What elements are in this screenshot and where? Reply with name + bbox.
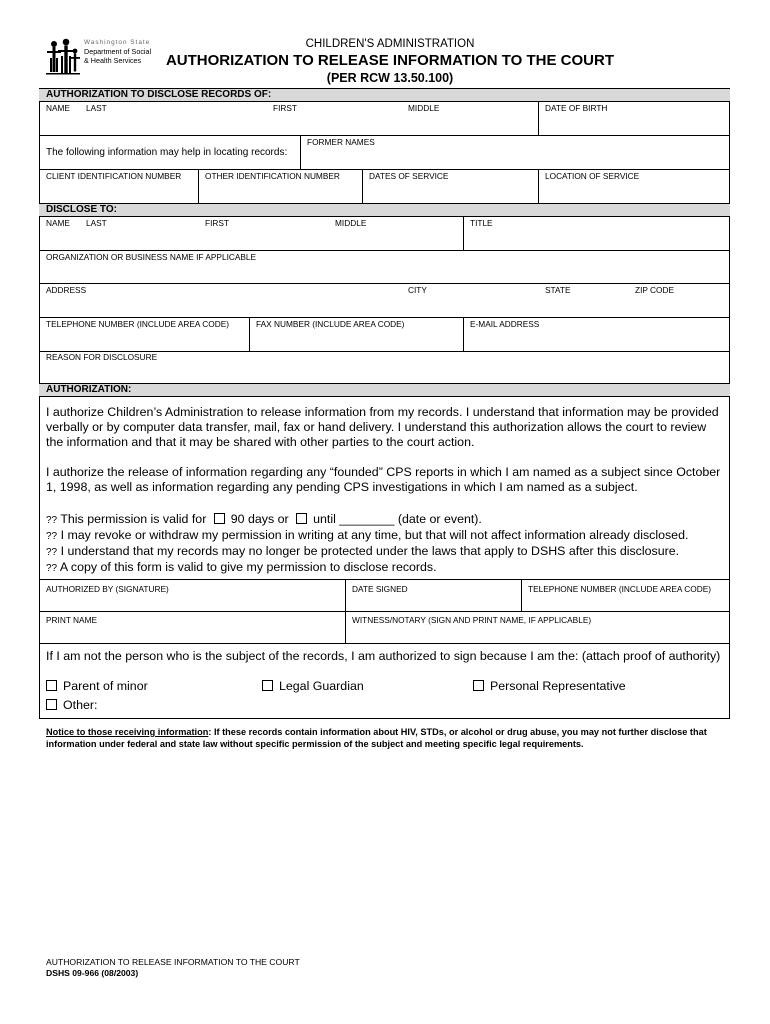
signature-field[interactable] (40, 580, 344, 610)
s2-fax-field[interactable] (250, 318, 462, 350)
copy-valid-line: ?? A copy of this form is valid to give my permission to disclose records. (46, 560, 437, 574)
s2-state-label: STATE (545, 285, 571, 295)
s2-name-field[interactable] (40, 217, 462, 249)
legal-guardian-option[interactable]: Legal Guardian (262, 679, 462, 694)
s1-name-label: NAME (46, 103, 70, 113)
s1-other-id-label: OTHER IDENTIFICATION NUMBER (205, 171, 340, 181)
bullet-mark: ?? (46, 563, 58, 574)
s1-location-service-field[interactable] (539, 170, 729, 202)
s2-email-field[interactable] (464, 318, 729, 350)
notice-label: Notice to those receiving information (46, 727, 209, 737)
s1-client-id-label: CLIENT IDENTIFICATION NUMBER (46, 171, 182, 181)
legal-guardian-checkbox[interactable] (262, 680, 273, 691)
footer-form-number: DSHS 09-966 (08/2003) (46, 968, 139, 978)
ninety-days-checkbox[interactable] (214, 513, 225, 524)
other-checkbox[interactable] (46, 699, 57, 710)
s2-org-label: ORGANIZATION OR BUSINESS NAME IF APPLICABLE (46, 252, 257, 262)
recipient-notice (46, 726, 726, 750)
s2-last-label: LAST (86, 218, 107, 228)
s2-address-label: ADDRESS (46, 285, 87, 295)
s2-email-label: E-MAIL ADDRESS (470, 319, 540, 329)
s2-title-label: TITLE (470, 218, 493, 228)
s2-city-label: CITY (408, 285, 427, 295)
s2-title-field[interactable] (464, 217, 729, 249)
section-disclose-to-heading: DISCLOSE TO: (39, 203, 730, 217)
until-checkbox[interactable] (296, 513, 307, 524)
s1-dates-service-label: DATES OF SERVICE (369, 171, 449, 181)
s2-name-label: NAME (46, 218, 70, 228)
notice-text: : If these records contain information about HIV, STDs, or alcohol or drug abuse, you may not further disclose that information under federal and state law without specific permission of the subject and meeting specific legal requirements. (46, 727, 707, 749)
print-name-field[interactable] (40, 612, 344, 642)
revoke-line: ?? I may revoke or withdraw my permission in writing at any time, but that will not affect information already disclosed. (46, 528, 689, 542)
proxy-authority-text: If I am not the person who is the subject of the records, I am authorized to sign because I am the: (attach proof of authority) (46, 649, 721, 663)
witness-label: WITNESS/NOTARY (SIGN AND PRINT NAME, IF APPLICABLE) (352, 615, 592, 625)
authorization-paragraph-2: I authorize the release of information regarding any “founded” CPS reports in which I am named as a subject since October 1, 1998, as well as information regarding any pending CPS investigations in which I am named as a subject. (46, 465, 721, 494)
s2-reason-field[interactable] (40, 352, 729, 382)
authorized-by-label: AUTHORIZED BY (SIGNATURE) (46, 584, 169, 594)
authorization-paragraph-1: I authorize Children’s Administration to release information from my records. I understand that information may be provided verbally or by computer data transfer, mail, fax or hand delivery. I understand this authorization allows the court to review the information and that it may be shared with other parties to the court action. (46, 405, 719, 449)
s2-middle-label: MIDDLE (335, 218, 367, 228)
date-signed-field[interactable] (346, 580, 520, 610)
s2-first-label: FIRST (205, 218, 229, 228)
s2-address-field[interactable] (40, 284, 729, 316)
s1-last-label: LAST (86, 103, 107, 113)
s2-fax-label: FAX NUMBER (INCLUDE AREA CODE) (256, 319, 405, 329)
signer-phone-label: TELEPHONE NUMBER (INCLUDE AREA CODE) (528, 584, 712, 594)
footer-form-title: AUTHORIZATION TO RELEASE INFORMATION TO THE COURT (46, 957, 300, 967)
bullet-mark: ?? (46, 531, 58, 542)
administration-title: CHILDREN'S ADMINISTRATION (305, 38, 475, 50)
s2-telephone-label: TELEPHONE NUMBER (INCLUDE AREA CODE) (46, 319, 230, 329)
s1-client-id-field[interactable] (40, 170, 197, 202)
s1-first-label: FIRST (273, 103, 297, 113)
parent-of-minor-option[interactable]: Parent of minor (46, 679, 246, 694)
s1-dates-service-field[interactable] (363, 170, 537, 202)
s2-org-field[interactable] (40, 251, 729, 283)
s2-telephone-field[interactable] (40, 318, 248, 350)
personal-representative-checkbox[interactable] (473, 680, 484, 691)
witness-field[interactable] (346, 612, 729, 642)
parent-of-minor-checkbox[interactable] (46, 680, 57, 691)
date-signed-label: DATE SIGNED (352, 584, 408, 594)
s2-reason-label: REASON FOR DISCLOSURE (46, 352, 158, 362)
section-records-of-heading: AUTHORIZATION TO DISCLOSE RECORDS OF: (39, 88, 730, 102)
signer-phone-field[interactable] (522, 580, 729, 610)
permission-valid-line: ?? This permission is valid for 90 days or until ________ (date or event). (46, 512, 482, 526)
s1-middle-label: MIDDLE (408, 103, 440, 113)
s1-former-names-field[interactable] (301, 136, 729, 168)
form-title: AUTHORIZATION TO RELEASE INFORMATION TO THE COURT (165, 52, 615, 69)
s1-former-names-label: FORMER NAMES (307, 137, 375, 147)
print-name-label: PRINT NAME (46, 615, 98, 625)
personal-representative-option[interactable]: Personal Representative (473, 679, 723, 694)
other-option[interactable]: Other: (46, 698, 246, 713)
s1-name-field[interactable] (40, 102, 537, 135)
bullet-mark: ?? (46, 515, 58, 526)
s1-dob-field[interactable] (539, 102, 729, 135)
bullet-mark: ?? (46, 547, 58, 558)
s2-zip-label: ZIP CODE (635, 285, 675, 295)
form-statute: (PER RCW 13.50.100) (326, 71, 454, 85)
s1-location-service-label: LOCATION OF SERVICE (545, 171, 640, 181)
s1-help-text: The following information may help in locating records: (46, 147, 288, 158)
logo-wordmark: Washington State Department of Social & Health Services (84, 39, 152, 65)
s1-other-id-field[interactable] (199, 170, 361, 202)
protection-line: ?? I understand that my records may no longer be protected under the laws that apply to DSHS after this disclosure. (46, 544, 680, 558)
section-authorization-heading: AUTHORIZATION: (39, 383, 730, 397)
s1-dob-label: DATE OF BIRTH (545, 103, 608, 113)
